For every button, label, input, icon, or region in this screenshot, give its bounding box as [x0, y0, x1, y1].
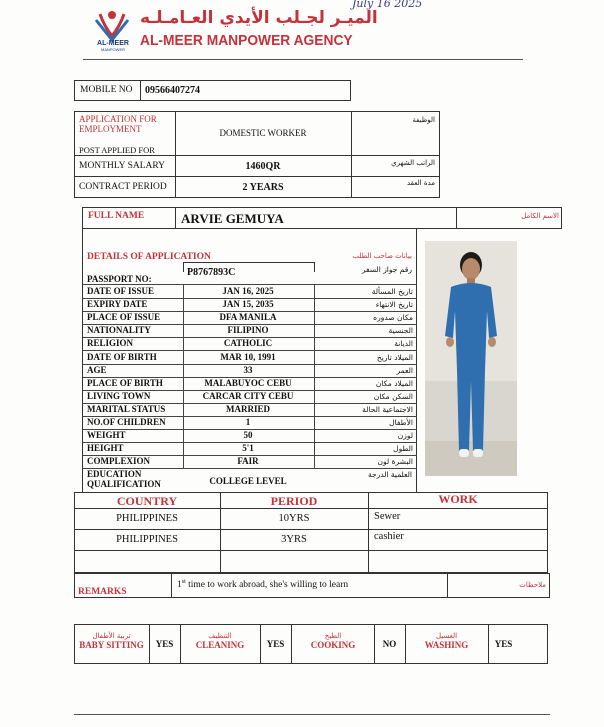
salary-label: MONTHLY SALARY — [79, 161, 166, 171]
detail-label-arabic: تاريخ المسألة — [371, 287, 413, 296]
detail-row — [83, 364, 417, 378]
passport-value: P8767893C — [187, 267, 236, 278]
mobile-box — [74, 80, 351, 101]
detail-label-arabic: الجنسية — [388, 326, 413, 336]
passport-label: PASSPORT NO: — [87, 274, 152, 284]
contract-label: CONTRACT PERIOD — [79, 182, 167, 192]
detail-value: FILIPINO — [227, 325, 269, 336]
application-box — [74, 111, 440, 198]
skill-value: YES — [266, 639, 285, 649]
experience-period-2: 3YRS — [281, 534, 307, 545]
detail-label: MARITAL STATUS — [87, 403, 166, 414]
detail-label: NO.OF CHILDREN — [87, 417, 166, 427]
detail-value: DFA MANILA — [219, 312, 277, 323]
detail-value: MARRIED — [226, 403, 270, 414]
skill-label — [405, 632, 488, 650]
detail-value: MALABUYOC CEBU — [204, 377, 292, 388]
detail-label-arabic: الميلاد تاريخ — [376, 352, 413, 362]
skill-value: YES — [494, 639, 513, 649]
detail-value: 1 — [245, 417, 251, 427]
experience-work-2: cashier — [374, 531, 404, 542]
skill-label — [180, 632, 260, 650]
full-name-value: ARVIE GEMUYA — [181, 211, 284, 226]
detail-row — [83, 324, 417, 338]
application-label: APPLICATION FOR EMPLOYMENT — [79, 114, 157, 134]
period-header: PERIOD — [270, 494, 318, 508]
full-name-box — [82, 207, 562, 229]
experience-work-1: Sewer — [374, 511, 401, 522]
applicant-photo — [425, 241, 517, 476]
skill-label-english: BABY SITTING — [79, 640, 144, 650]
detail-value: CARCAR CITY CEBU — [202, 390, 294, 401]
detail-label: RELIGION — [87, 338, 134, 349]
contract-value: 2 YEARS — [242, 182, 284, 193]
remarks-label: REMARKS — [78, 587, 127, 597]
country-header: COUNTRY — [116, 494, 178, 508]
company-name-arabic: الميـر لجـلب الأيدي العـامـلـه — [140, 8, 378, 28]
detail-value: JAN 15, 2035 — [222, 299, 274, 310]
detail-label-arabic: مكان صدوره — [373, 313, 413, 323]
experience-period-1: 10YRS — [278, 513, 310, 524]
detail-label-arabic: العمر — [396, 365, 413, 375]
detail-label: EXPIRY DATE — [87, 299, 148, 310]
detail-label-arabic: البشرة لون — [377, 457, 413, 467]
logo-text: AL-MEER MANPOWER — [97, 40, 129, 52]
detail-value: JAN 16, 2025 — [222, 286, 274, 296]
detail-label: WEIGHT — [87, 430, 126, 441]
detail-label: LIVING TOWN — [87, 390, 151, 401]
footer-divider — [74, 714, 550, 715]
detail-label-arabic: الاجتماعية الحالة — [362, 404, 413, 414]
full-name-label: FULL NAME — [88, 211, 145, 221]
detail-value: FAIR — [237, 456, 259, 467]
details-title: DETAILS OF APPLICATION — [87, 252, 211, 262]
education-value: COLLEGE LEVEL — [209, 476, 287, 486]
detail-label: HEIGHT — [87, 443, 124, 454]
skill-label — [74, 632, 149, 650]
detail-label: AGE — [87, 364, 107, 375]
detail-label: PLACE OF BIRTH — [87, 377, 163, 388]
detail-label-arabic: الطول — [393, 444, 413, 454]
detail-value: MAR 10, 1991 — [220, 351, 276, 362]
detail-row — [83, 429, 417, 443]
experience-country-2: PHILIPPINES — [116, 534, 178, 545]
company-name: AL-MEER MANPOWER AGENCY — [140, 32, 353, 49]
skill-label — [292, 632, 374, 650]
detail-label-arabic: لوزن — [397, 431, 413, 441]
detail-row — [83, 455, 417, 469]
post-label-arabic: الوظيفة — [412, 116, 435, 124]
details-title-arabic: بيانات صاحب الطلب — [352, 252, 412, 260]
salary-value: 1460QR — [245, 161, 281, 172]
detail-row — [83, 377, 417, 391]
detail-value: 50 — [243, 430, 253, 441]
skill-label-english: CLEANING — [195, 640, 245, 650]
detail-value: 33 — [243, 364, 253, 375]
work-header: WORK — [438, 492, 478, 506]
detail-label-arabic: تاريخ الانتهاء — [375, 300, 413, 310]
detail-label: PLACE OF ISSUE — [87, 312, 161, 323]
detail-row — [83, 442, 417, 456]
post-label: POST APPLIED FOR — [79, 145, 155, 155]
detail-row — [83, 337, 417, 351]
header-divider — [83, 59, 523, 60]
detail-label-arabic: الديانة — [394, 339, 413, 349]
post-value: DOMESTIC WORKER — [219, 128, 307, 138]
skill-label-english: COOKING — [310, 640, 356, 650]
salary-label-arabic: الراتب الشهري — [391, 159, 435, 167]
skill-label-arabic: الغسيل — [435, 632, 458, 640]
skill-label-arabic: التنظيف — [208, 632, 232, 640]
remarks-label-arabic: ملاحظات — [519, 581, 546, 589]
detail-label: NATIONALITY — [87, 325, 151, 336]
remarks-text: 1st time to work abroad, she's willing to learn — [177, 579, 349, 591]
detail-row — [83, 390, 417, 404]
skill-label-english: WASHING — [424, 640, 469, 650]
detail-row — [83, 311, 417, 325]
detail-row — [83, 351, 417, 365]
detail-value: CATHOLIC — [223, 338, 273, 349]
detail-row — [83, 403, 417, 417]
detail-label-arabic: الأطفال — [389, 418, 413, 427]
detail-label-arabic: السكن مكان — [373, 391, 413, 401]
skill-label-arabic: الطبخ — [324, 632, 342, 640]
passport-label-arabic: رقم جواز السفر — [361, 265, 412, 274]
skill-label-arabic: تربية الأطفال — [92, 632, 131, 640]
contract-label-arabic: مدة العقد — [407, 179, 435, 187]
experience-country-1: PHILIPPINES — [116, 513, 178, 524]
education-label-arabic: العلمية الدرجة — [367, 470, 412, 479]
detail-row — [83, 416, 417, 430]
detail-label: DATE OF ISSUE — [87, 286, 155, 296]
handwritten-date: July 16 2025 — [352, 0, 423, 10]
skill-value: YES — [155, 639, 174, 649]
detail-value: 5'1 — [242, 443, 254, 454]
skill-value: NO — [382, 639, 397, 649]
detail-row — [83, 298, 417, 312]
detail-label-arabic: الميلاد مكان — [375, 378, 413, 388]
detail-label: DATE OF BIRTH — [87, 351, 157, 362]
education-label: EDUCATION QUALIFICATION — [87, 469, 161, 489]
full-name-label-arabic: الاسم الكامل — [521, 212, 559, 220]
detail-label: COMPLEXION — [87, 456, 150, 467]
mobile-label: MOBILE NO — [80, 85, 133, 95]
mobile-value: 09566407274 — [145, 85, 200, 96]
detail-row — [83, 285, 417, 299]
